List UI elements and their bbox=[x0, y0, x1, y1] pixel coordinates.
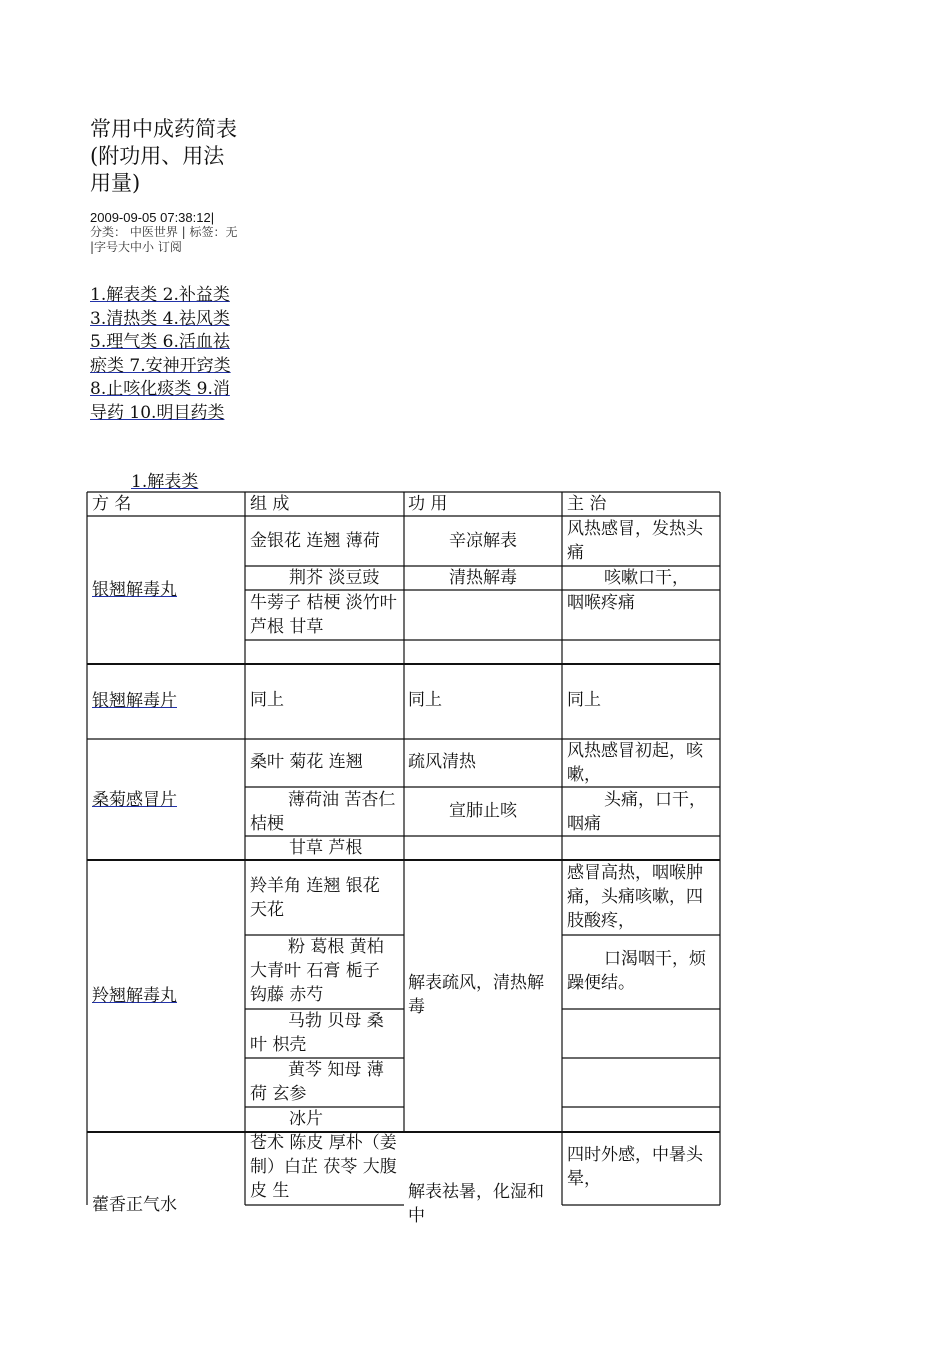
indication-cell: 风热感冒，发热头痛 bbox=[567, 519, 703, 563]
drug-name-yinqiao-wan[interactable]: 银翘解毒丸 bbox=[92, 580, 177, 600]
composition-cell: 金银花 连翘 薄荷 bbox=[250, 531, 380, 551]
composition-cell: 桑叶 菊花 连翘 bbox=[250, 752, 363, 772]
function-cell: 清热解毒 bbox=[449, 568, 517, 588]
composition-cell: 甘草 芦根 bbox=[289, 838, 363, 858]
indication-cell: 感冒高热，咽喉肿痛，头痛咳嗽，四肢酸疼， bbox=[567, 863, 703, 931]
header-indication: 主 治 bbox=[567, 494, 607, 514]
composition-cell: 羚羊角 连翘 银花 天花 bbox=[250, 876, 380, 920]
section-heading[interactable]: 1.解表类 bbox=[131, 472, 199, 492]
header-composition: 组 成 bbox=[250, 494, 290, 514]
indication-cell: 咳嗽口干， bbox=[604, 568, 689, 588]
composition-cell: 荆芥 淡豆豉 bbox=[289, 568, 380, 588]
function-cell: 解表疏风，清热解毒 bbox=[408, 973, 544, 1017]
composition-cell: 苍术 陈皮 厚朴（姜制）白芷 茯苓 大腹皮 生 bbox=[250, 1133, 397, 1201]
drug-name-lingqiao[interactable]: 羚翘解毒丸 bbox=[92, 986, 177, 1006]
indication-cell: 四时外感，中暑头晕， bbox=[567, 1145, 703, 1189]
post-date: 2009-09-05 07:38:12| bbox=[90, 210, 215, 225]
composition-cell: 同上 bbox=[250, 690, 284, 710]
post-meta-info[interactable]: 分类： 中医世界 | 标签：无 |字号大中小 订阅 bbox=[90, 225, 238, 254]
composition-cell: 薄荷油 苦杏仁 桔梗 bbox=[250, 790, 396, 834]
indication-cell: 同上 bbox=[567, 690, 601, 710]
function-cell: 解表祛暑，化湿和中 bbox=[408, 1182, 544, 1226]
category-links bbox=[90, 284, 240, 425]
composition-cell: 马勃 贝母 桑叶 枳壳 bbox=[250, 1011, 384, 1055]
header-function: 功 用 bbox=[408, 494, 448, 514]
composition-cell: 冰片 bbox=[289, 1109, 323, 1129]
composition-cell: 黄芩 知母 薄荷 玄参 bbox=[250, 1060, 384, 1104]
header-name: 方 名 bbox=[92, 494, 132, 514]
function-cell: 疏风清热 bbox=[408, 752, 476, 772]
post-meta bbox=[90, 210, 238, 255]
drug-name-sangju[interactable]: 桑菊感冒片 bbox=[92, 790, 177, 810]
composition-cell: 牛蒡子 桔梗 淡竹叶 芦根 甘草 bbox=[250, 593, 397, 637]
indication-cell: 口渴咽干，烦躁便结。 bbox=[567, 949, 706, 993]
indication-cell: 头痛，口干，咽痛 bbox=[567, 790, 706, 834]
drug-name-huoxiang: 藿香正气水 bbox=[92, 1195, 177, 1215]
function-cell: 辛凉解表 bbox=[449, 531, 517, 551]
indication-cell: 风热感冒初起，咳嗽， bbox=[567, 741, 703, 785]
page-title: 常用中成药简表(附功用、用法用量) bbox=[90, 117, 237, 195]
function-cell: 同上 bbox=[408, 690, 442, 710]
indication-cell: 咽喉疼痛 bbox=[567, 593, 635, 613]
drug-name-yinqiao-pian[interactable]: 银翘解毒片 bbox=[92, 691, 177, 711]
function-cell: 宣肺止咳 bbox=[449, 801, 517, 821]
category-link-list[interactable]: 1.解表类 2.补益类 3.清热类 4.祛风类 5.理气类 6.活血祛瘀类 7.安神开窍类8.止咳化痰类 9.消导药 10.明目药类 bbox=[90, 285, 231, 423]
composition-cell: 粉 葛根 黄柏 大青叶 石膏 栀子 钩藤 赤芍 bbox=[250, 937, 384, 1005]
